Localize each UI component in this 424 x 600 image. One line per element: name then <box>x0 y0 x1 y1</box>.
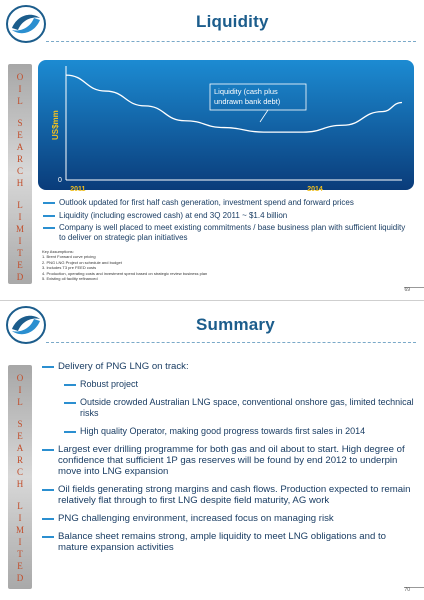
liquidity-bullets <box>42 198 414 245</box>
sidebar-letter: L <box>17 96 23 106</box>
sidebar-letter: E <box>17 561 23 571</box>
sidebar-letter: R <box>16 455 23 465</box>
bullet-dash <box>43 215 55 217</box>
sub-bullet-item <box>42 397 414 419</box>
bullet-item <box>42 211 414 221</box>
sidebar-letter: I <box>18 385 22 395</box>
bullet-dash <box>43 227 55 229</box>
slide-summary <box>0 300 424 600</box>
bullet-text: High quality Operator, making good progress towards first sales in 2014 <box>80 426 366 436</box>
sidebar-letter: L <box>17 397 23 407</box>
sidebar-letter: O <box>16 72 24 82</box>
bullet-dash <box>42 518 54 520</box>
sidebar-letter: T <box>17 248 23 258</box>
assumption-item: 2. PNG LNG Project on schedule and budget <box>42 259 122 265</box>
bullet-item <box>42 223 414 242</box>
liquidity-chart <box>38 60 414 196</box>
bullet-dash <box>42 536 54 538</box>
bullet-text: PNG challenging environment, increased focus on managing risk <box>58 513 334 524</box>
bullet-dash <box>42 366 54 368</box>
title-divider <box>46 342 416 343</box>
title-divider <box>46 41 416 42</box>
slide-title: Summary <box>196 315 275 334</box>
page-number: 70 <box>404 587 410 593</box>
slide-title: Liquidity <box>196 12 269 31</box>
annotation-text: Liquidity (cash plus <box>214 87 278 96</box>
sidebar-letter: M <box>15 525 24 535</box>
sidebar-letter: H <box>16 479 24 489</box>
key-assumptions <box>42 249 207 281</box>
sidebar-letter: S <box>17 118 23 128</box>
annotation-text: undrawn bank debt) <box>214 97 281 106</box>
bullet-text: Robust project <box>80 379 139 389</box>
assumption-item: 3. Includes T3 pre FEED costs <box>42 265 97 271</box>
chart-background <box>38 60 414 190</box>
sidebar-letter: D <box>16 573 24 583</box>
sidebar-letter: I <box>18 84 22 94</box>
sidebar-letter: I <box>18 513 22 523</box>
sub-bullet-item <box>42 379 414 390</box>
bullet-item <box>42 198 414 208</box>
oil-search-logo <box>6 305 46 345</box>
bullet-text: Liquidity (including escrowed cash) at end 3Q 2011 ~ $1.4 billion <box>59 210 288 220</box>
bullet-text: Oil fields generating strong margins and cash flows. Production expected to remain relatively flat through to first LNG despite field maturity, AG work <box>58 484 411 506</box>
bullet-item <box>42 361 414 372</box>
sidebar-letter: C <box>16 467 23 477</box>
sidebar-letter: E <box>17 130 23 140</box>
sidebar-letter: S <box>17 419 23 429</box>
liquidity-chart-svg <box>38 60 414 196</box>
assumption-item: 1. Brent Forward curve pricing <box>42 254 96 260</box>
x-tick-label: 2011 <box>70 186 86 193</box>
bullet-item <box>42 484 414 506</box>
page-number: 69 <box>404 287 410 293</box>
bullet-dash <box>64 431 76 433</box>
bullet-dash <box>64 384 76 386</box>
sidebar-letter: R <box>16 154 23 164</box>
bullet-text: Outside crowded Australian LNG space, conventional onshore gas, limited technical risks <box>80 397 414 418</box>
sidebar-letter: E <box>17 431 23 441</box>
bullet-dash <box>43 202 55 204</box>
sidebar-letter: H <box>16 178 24 188</box>
bullet-text: Delivery of PNG LNG on track: <box>58 361 189 372</box>
sidebar-letter: C <box>16 166 23 176</box>
sidebar-company-name <box>8 64 32 284</box>
bullet-text: Largest ever drilling programme for both gas and oil about to start. High degree of confidence that sufficient 1P gas reserves will be found by end 2012 to underpin move into LNG expansion <box>58 444 405 477</box>
sidebar-letter: M <box>15 224 24 234</box>
sidebar-letter: I <box>18 212 22 222</box>
sidebar-letter: E <box>17 260 23 270</box>
assumption-item: 5. Existing oil facility refinanced <box>42 276 98 282</box>
sidebar-letter: O <box>16 373 24 383</box>
sidebar-company-name <box>8 365 32 589</box>
assumption-item: 4. Production, operating costs and investment spend based on strategic review business plan <box>42 270 208 276</box>
sidebar-letter: I <box>18 236 22 246</box>
assumptions-title: Key Assumptions: <box>42 249 74 254</box>
sidebar-letter: I <box>18 537 22 547</box>
bullet-dash <box>42 489 54 491</box>
bullet-item <box>42 513 414 524</box>
bullet-item <box>42 531 414 553</box>
bullet-dash <box>42 449 54 451</box>
oil-search-logo <box>6 4 46 44</box>
sub-bullet-item <box>42 426 414 437</box>
sidebar-letter: L <box>17 501 23 511</box>
y-axis-label: US$mm <box>51 110 60 140</box>
sidebar-letter: A <box>16 142 24 152</box>
bullet-text: Outlook updated for first half cash generation, investment spend and forward prices <box>59 198 354 207</box>
bullet-text: Company is well placed to meet existing commitments / base business plan with sufficient liquidity to deliver on strategic plan initiatives <box>59 223 406 242</box>
x-tick-label: 2014 <box>307 186 323 193</box>
bullet-item <box>42 444 414 477</box>
sidebar-letter: A <box>16 443 24 453</box>
summary-bullets <box>42 361 414 560</box>
sidebar-letter: T <box>17 549 23 559</box>
y-origin-label: 0 <box>58 177 62 184</box>
bullet-dash <box>64 402 76 404</box>
bullet-text: Balance sheet remains strong, ample liquidity to meet LNG obligations and to mature expansion activities <box>58 531 386 553</box>
sidebar-letter: D <box>16 272 24 282</box>
sidebar-letter: L <box>17 200 23 210</box>
